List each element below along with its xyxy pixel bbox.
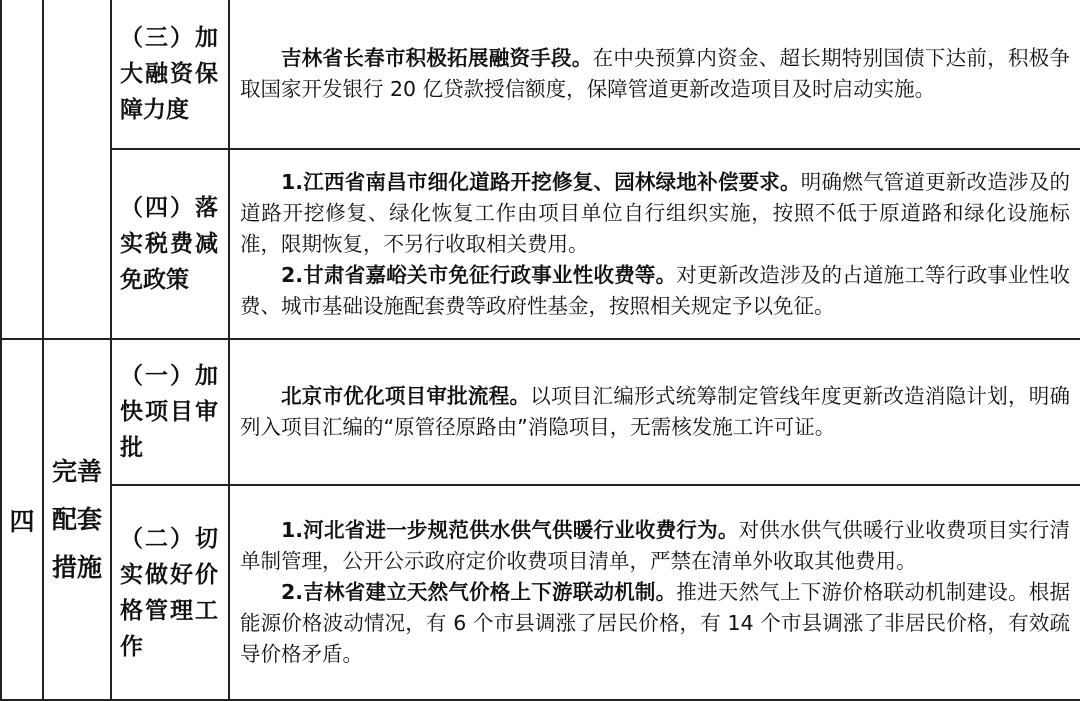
content-paragraph — [240, 43, 1070, 105]
section-title-cell — [43, 0, 111, 339]
table-row — [1, 339, 1080, 485]
paragraph-heading: 2.吉林省建立天然气价格上下游联动机制。 — [281, 580, 677, 604]
section-index-cell — [1, 0, 43, 339]
paragraph-text: 以项目汇编形式统筹制定管线年度更新改造消隐计划，明确列入项目汇编的“原管径原路由”消隐项目，无需核发施工许可证。 — [240, 384, 1071, 439]
subsection-title: （二）切实做好价格管理工作 — [111, 485, 229, 700]
paragraph-heading: 2.甘肃省嘉峪关市免征行政事业性收费等。 — [281, 262, 677, 287]
section-index-cell: 四 — [1, 339, 43, 700]
content-paragraph — [240, 260, 1070, 322]
subsection-title: （三）加大融资保障力度 — [111, 0, 229, 149]
content-paragraph — [240, 167, 1070, 260]
subsection-content — [229, 149, 1080, 339]
content-paragraph — [240, 381, 1070, 443]
subsection-title: （四）落实税费减免政策 — [111, 149, 229, 339]
table-row — [1, 0, 1080, 149]
table-row — [1, 485, 1080, 700]
paragraph-text: 明确燃气管道更新改造涉及的道路开挖修复、绿化恢复工作由项目单位自行组织实施，按照不低于原道路和绿化设施标准，限期恢复，不另行收取相关费用。 — [240, 169, 1071, 256]
content-paragraph — [240, 577, 1070, 670]
paragraph-text: 对更新改造涉及的占道施工等行政事业性收费、城市基础设施配套费等政府性基金，按照相关规定予以免征。 — [240, 262, 1070, 318]
paragraph-text: 对供水供气供暖行业收费项目实行清单制管理，公开公示政府定价收费项目清单，严禁在清单外收取其他费用。 — [240, 518, 1070, 573]
paragraph-heading: 1.河北省进一步规范供水供气供暖行业收费行为。 — [281, 518, 739, 542]
content-paragraph — [240, 515, 1070, 577]
paragraph-heading: 吉林省长春市积极拓展融资手段。 — [281, 46, 593, 70]
paragraph-heading: 1.江西省南昌市细化道路开挖修复、园林绿地补偿要求。 — [281, 169, 801, 194]
subsection-content — [229, 339, 1080, 485]
subsection-content — [229, 0, 1080, 149]
paragraph-text: 推进天然气上下游价格联动机制建设。根据能源价格波动情况，有 6 个市县调涨了居民价格，有 14 个市县调涨了非居民价格，有效疏导价格矛盾。 — [240, 580, 1070, 666]
paragraph-text: 在中央预算内资金、超长期特别国债下达前，积极争取国家开发银行 20 亿贷款授信额度，保障管道更新改造项目及时启动实施。 — [240, 46, 1071, 101]
table-row — [1, 149, 1080, 339]
paragraph-heading: 北京市优化项目审批流程。 — [281, 384, 531, 408]
subsection-title: （一）加快项目审批 — [111, 339, 229, 485]
section-title-cell: 完善配套措施 — [43, 339, 111, 700]
subsection-content — [229, 485, 1080, 700]
